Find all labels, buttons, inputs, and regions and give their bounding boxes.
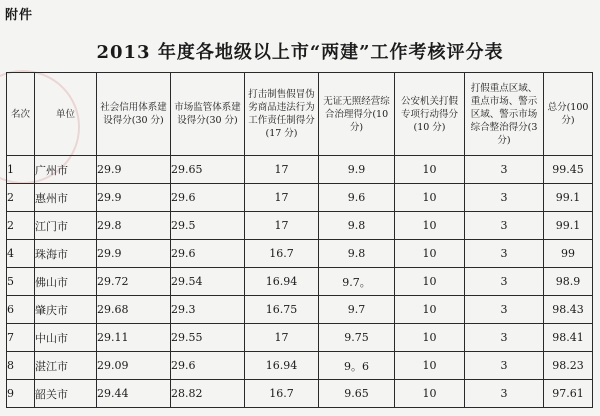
cell-hotspot: 3 <box>465 324 544 352</box>
cell-credit: 29.9 <box>97 240 171 268</box>
header-crackdown: 打击制售假冒伪劣商品违法行为工作责任制得分(17 分) <box>245 73 319 156</box>
cell-total: 99.1 <box>544 184 593 212</box>
cell-rank: 5 <box>7 268 35 296</box>
cell-market: 28.82 <box>171 380 245 408</box>
cell-rank: 9 <box>7 380 35 408</box>
cell-market: 29.3 <box>171 296 245 324</box>
cell-city: 韶关市 <box>35 380 97 408</box>
cell-total: 97.61 <box>544 380 593 408</box>
cell-rank: 6 <box>7 296 35 324</box>
cell-rank: 1 <box>7 156 35 184</box>
table-row <box>7 380 593 408</box>
cell-crackdown: 17 <box>245 184 319 212</box>
table-row <box>7 352 593 380</box>
cell-credit: 29.8 <box>97 212 171 240</box>
cell-market: 29.54 <box>171 268 245 296</box>
cell-total: 99 <box>544 240 593 268</box>
table-row <box>7 156 593 184</box>
cell-credit: 29.11 <box>97 324 171 352</box>
cell-city: 珠海市 <box>35 240 97 268</box>
cell-credit: 29.44 <box>97 380 171 408</box>
cell-hotspot: 3 <box>465 184 544 212</box>
cell-police: 10 <box>395 240 465 268</box>
cell-hotspot: 3 <box>465 352 544 380</box>
cell-police: 10 <box>395 352 465 380</box>
cell-credit: 29.9 <box>97 184 171 212</box>
cell-city: 中山市 <box>35 324 97 352</box>
cell-hotspot: 3 <box>465 268 544 296</box>
header-total: 总分(100 分) <box>544 73 593 156</box>
cell-license: 9.65 <box>319 380 395 408</box>
table-row <box>7 184 593 212</box>
cell-crackdown: 16.94 <box>245 352 319 380</box>
cell-total: 98.43 <box>544 296 593 324</box>
cell-police: 10 <box>395 184 465 212</box>
cell-police: 10 <box>395 380 465 408</box>
cell-police: 10 <box>395 156 465 184</box>
cell-license: 9.6 <box>319 184 395 212</box>
cell-license: 9.8 <box>319 212 395 240</box>
cell-credit: 29.09 <box>97 352 171 380</box>
cell-credit: 29.68 <box>97 296 171 324</box>
cell-hotspot: 3 <box>465 212 544 240</box>
table-body <box>7 156 593 408</box>
header-credit: 社会信用体系建设得分(30 分) <box>97 73 171 156</box>
header-market: 市场监管体系建设得分(30 分) <box>171 73 245 156</box>
cell-city: 湛江市 <box>35 352 97 380</box>
cell-market: 29.65 <box>171 156 245 184</box>
cell-total: 99.1 <box>544 212 593 240</box>
cell-city: 佛山市 <box>35 268 97 296</box>
header-license: 无证无照经营综合治理得分(10 分) <box>319 73 395 156</box>
cell-police: 10 <box>395 296 465 324</box>
cell-crackdown: 16.75 <box>245 296 319 324</box>
cell-market: 29.5 <box>171 212 245 240</box>
header-hotspot: 打假重点区域、重点市场、警示区域、警示市场综合整治得分(3 分) <box>465 73 544 156</box>
table-row <box>7 240 593 268</box>
attachment-label: 附件 <box>5 8 34 23</box>
header-rank: 名次 <box>7 73 35 156</box>
cell-crackdown: 17 <box>245 212 319 240</box>
cell-credit: 29.9 <box>97 156 171 184</box>
table-row <box>7 268 593 296</box>
cell-police: 10 <box>395 324 465 352</box>
cell-crackdown: 17 <box>245 156 319 184</box>
table-row <box>7 212 593 240</box>
cell-license: 9。6 <box>319 352 395 380</box>
table-row <box>7 324 593 352</box>
cell-city: 广州市 <box>35 156 97 184</box>
cell-license: 9.7。 <box>319 268 395 296</box>
cell-city: 惠州市 <box>35 184 97 212</box>
cell-license: 9.9 <box>319 156 395 184</box>
table-header-row <box>7 73 593 156</box>
cell-market: 29.6 <box>171 240 245 268</box>
cell-total: 98.9 <box>544 268 593 296</box>
cell-market: 29.55 <box>171 324 245 352</box>
cell-rank: 8 <box>7 352 35 380</box>
cell-total: 98.41 <box>544 324 593 352</box>
cell-crackdown: 16.7 <box>245 240 319 268</box>
cell-rank: 2 <box>7 212 35 240</box>
header-unit: 单位 <box>35 73 97 156</box>
cell-police: 10 <box>395 268 465 296</box>
cell-license: 9.75 <box>319 324 395 352</box>
page-title: 2013 年度各地级以上市“两建”工作考核评分表 <box>96 42 504 63</box>
cell-crackdown: 16.94 <box>245 268 319 296</box>
cell-market: 29.6 <box>171 352 245 380</box>
cell-market: 29.6 <box>171 184 245 212</box>
cell-hotspot: 3 <box>465 380 544 408</box>
cell-police: 10 <box>395 212 465 240</box>
cell-crackdown: 17 <box>245 324 319 352</box>
cell-city: 肇庆市 <box>35 296 97 324</box>
cell-rank: 7 <box>7 324 35 352</box>
cell-hotspot: 3 <box>465 156 544 184</box>
cell-rank: 2 <box>7 184 35 212</box>
cell-hotspot: 3 <box>465 296 544 324</box>
cell-credit: 29.72 <box>97 268 171 296</box>
cell-rank: 4 <box>7 240 35 268</box>
cell-license: 9.8 <box>319 240 395 268</box>
cell-hotspot: 3 <box>465 240 544 268</box>
cell-license: 9.7 <box>319 296 395 324</box>
cell-total: 99.45 <box>544 156 593 184</box>
table-row <box>7 296 593 324</box>
cell-city: 江门市 <box>35 212 97 240</box>
cell-total: 98.23 <box>544 352 593 380</box>
cell-crackdown: 16.7 <box>245 380 319 408</box>
header-police: 公安机关打假专项行动得分(10 分) <box>395 73 465 156</box>
score-table <box>6 72 593 408</box>
